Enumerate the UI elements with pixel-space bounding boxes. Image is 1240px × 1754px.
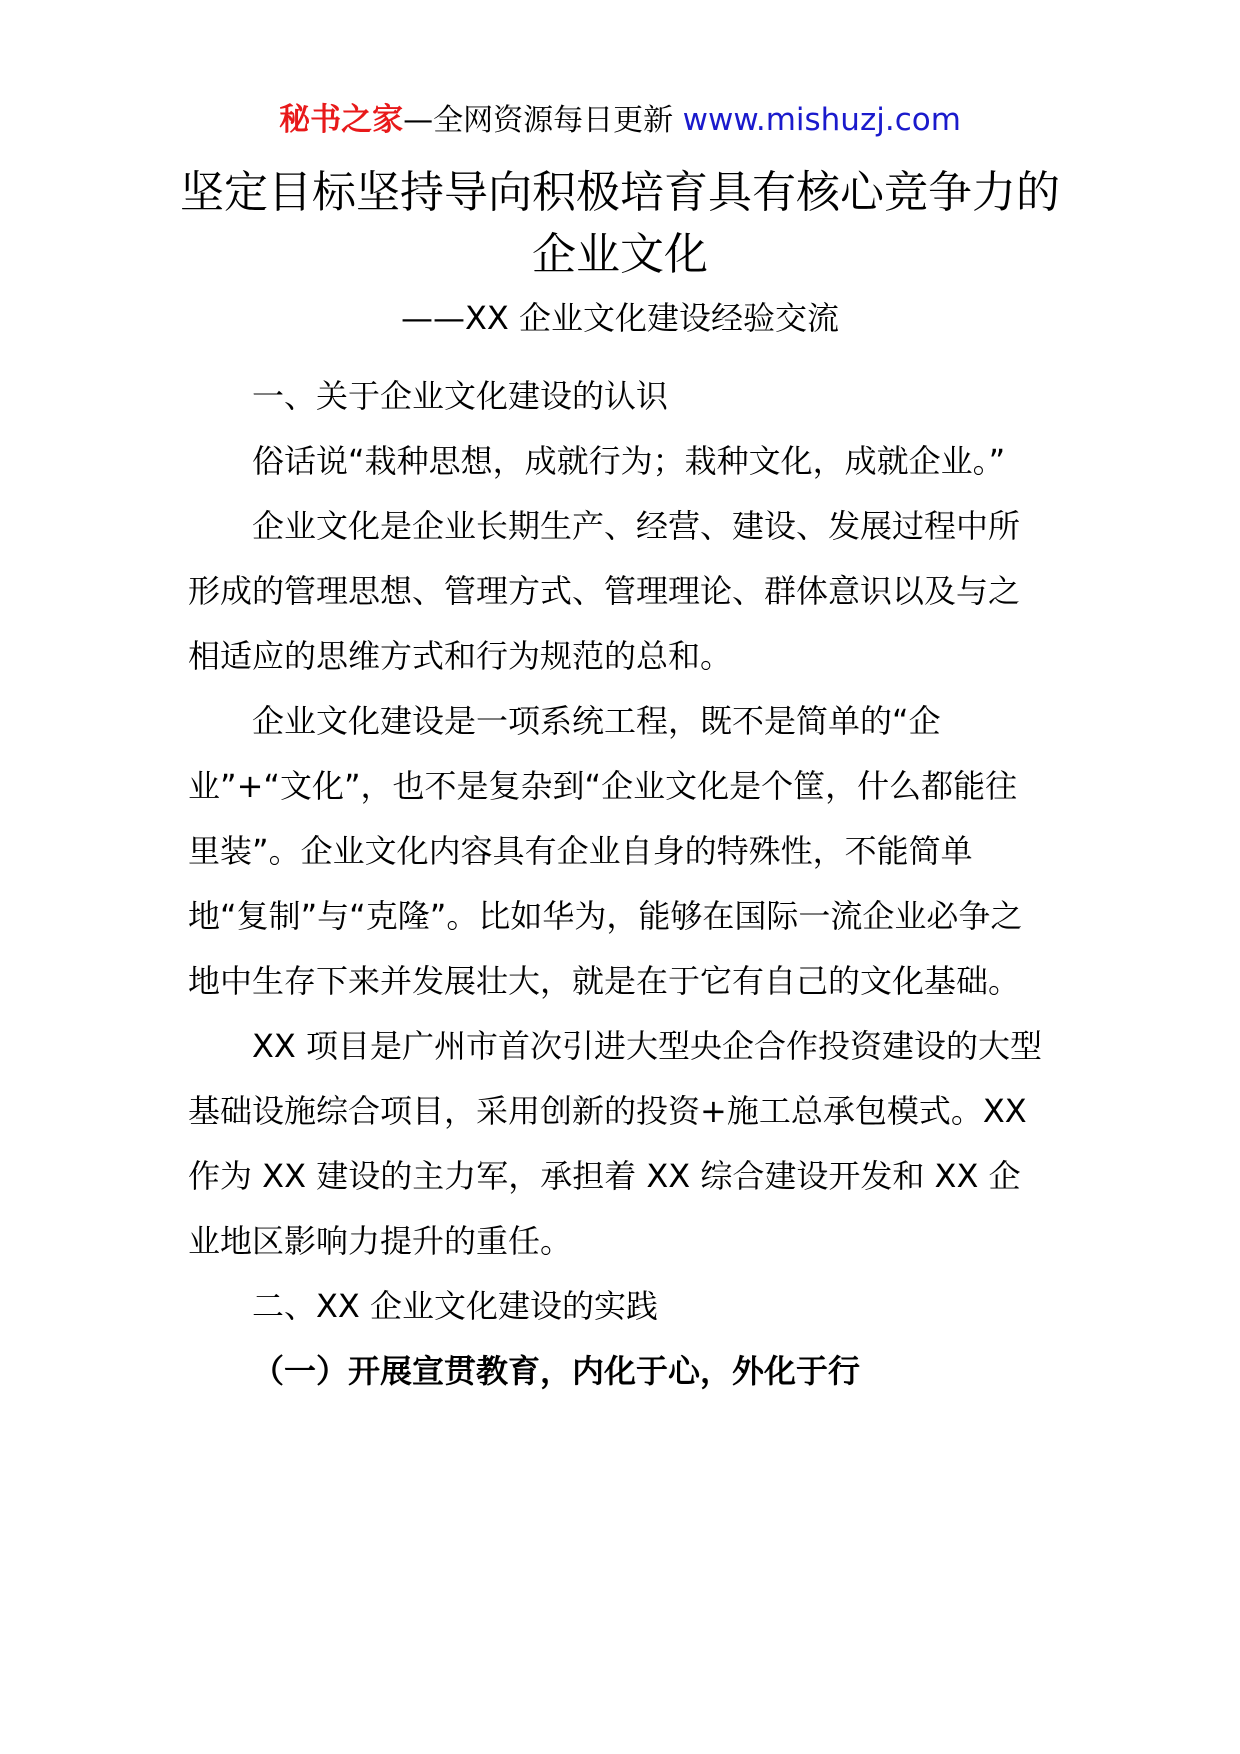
section-heading-1: 一、关于企业文化建设的认识 — [252, 377, 669, 415]
paragraph-1: 俗话说“栽种思想，成就行为；栽种文化，成就企业。” — [252, 442, 1006, 480]
watermark-header — [0, 100, 1240, 141]
brand-name: 秘书之家 — [279, 102, 404, 138]
document-body — [188, 364, 1048, 1404]
subsection-heading-1: （一）开展宣贯教育，内化于心，外化于行 — [252, 1352, 861, 1390]
header-tagline: —全网资源每日更新 — [403, 103, 683, 138]
paragraph-3: 企业文化建设是一项系统工程，既不是简单的“企业”+“文化”，也不是复杂到“企业文化是个筐，什么都能往里装”。企业文化内容具有企业自身的特殊性，不能简单地“复制”与“克隆”。比如华为，能够在国际一流企业必争之地中生存下来并发展壮大，就是在于它有自己的文化基础。 — [188, 702, 1023, 1000]
site-url-link[interactable]: www.mishuzj.com — [682, 102, 961, 138]
paragraph-2: 企业文化是企业长期生产、经营、建设、发展过程中所形成的管理思想、管理方式、管理理论、群体意识以及与之相适应的思维方式和行为规范的总和。 — [188, 507, 1021, 675]
section-heading-2: 二、XX 企业文化建设的实践 — [252, 1287, 659, 1325]
document-subtitle: ——XX 企业文化建设经验交流 — [400, 299, 840, 337]
paragraph-4: XX 项目是广州市首次引进大型央企合作投资建设的大型基础设施综合项目，采用创新的投资+施工总承包模式。XX 作为 XX 建设的主力军，承担着 XX 综合建设开发和 XX 企业地区影响力提升的重任。 — [188, 1027, 1043, 1260]
document-title: 坚定目标坚持导向积极培育具有核心竞争力的企业文化 — [180, 167, 1060, 280]
